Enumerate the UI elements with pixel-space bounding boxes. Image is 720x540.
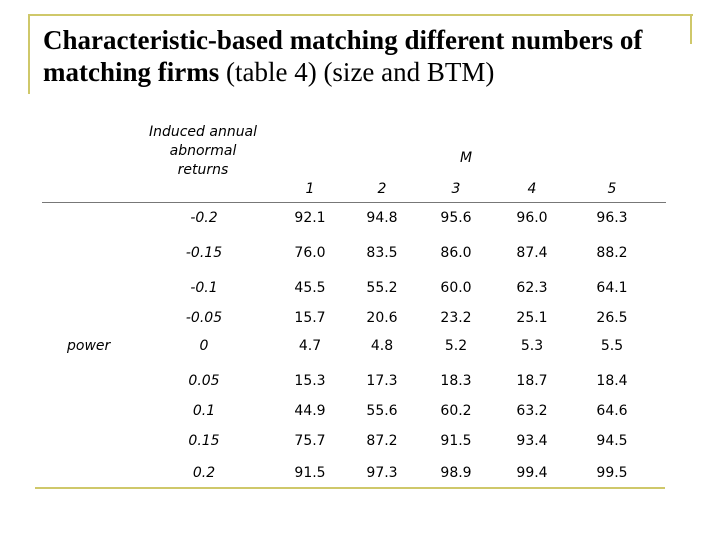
table-cell: 91.5 xyxy=(440,433,472,449)
column-header-m: 5 xyxy=(607,181,617,197)
table-cell: 63.2 xyxy=(516,403,548,419)
table-cell: 94.5 xyxy=(596,433,628,449)
table-cell: 99.5 xyxy=(596,465,628,481)
table-cell: 23.2 xyxy=(440,310,472,326)
table-cell: 94.8 xyxy=(366,210,398,226)
row-label: 0.05 xyxy=(188,373,220,389)
row-label: -0.1 xyxy=(190,280,218,296)
frame-top-line xyxy=(28,14,693,16)
table-cell: 86.0 xyxy=(440,245,472,261)
table-cell: 55.6 xyxy=(366,403,398,419)
table-cell: 55.2 xyxy=(366,280,398,296)
table-cell: 96.3 xyxy=(596,210,628,226)
header-returns: Induced annual abnormal returns xyxy=(148,124,258,178)
table-cell: 75.7 xyxy=(294,433,326,449)
row-label: 0.15 xyxy=(188,433,220,449)
table-cell: 17.3 xyxy=(366,373,398,389)
table-cell: 4.8 xyxy=(370,338,394,354)
column-header-m: 4 xyxy=(527,181,537,197)
table-cell: 18.7 xyxy=(516,373,548,389)
table-cell: 60.2 xyxy=(440,403,472,419)
table-cell: 26.5 xyxy=(596,310,628,326)
table-cell: 87.4 xyxy=(516,245,548,261)
row-label: 0.2 xyxy=(192,465,216,481)
column-header-m: 2 xyxy=(377,181,387,197)
table-cell: 25.1 xyxy=(516,310,548,326)
table-cell: 91.5 xyxy=(294,465,326,481)
frame-bottom-line xyxy=(35,487,665,489)
row-label: 0.1 xyxy=(192,403,216,419)
table-cell: 18.3 xyxy=(440,373,472,389)
table-cell: 99.4 xyxy=(516,465,548,481)
table-cell: 15.3 xyxy=(294,373,326,389)
table-cell: 45.5 xyxy=(294,280,326,296)
table-cell: 95.6 xyxy=(440,210,472,226)
table-cell: 44.9 xyxy=(294,403,326,419)
slide-title xyxy=(43,24,683,88)
row-label: -0.05 xyxy=(185,310,223,326)
table-cell: 15.7 xyxy=(294,310,326,326)
table-cell: 62.3 xyxy=(516,280,548,296)
table-cell: 64.6 xyxy=(596,403,628,419)
table-cell: 87.2 xyxy=(366,433,398,449)
table-cell: 20.6 xyxy=(366,310,398,326)
table-cell: 92.1 xyxy=(294,210,326,226)
header-rule xyxy=(42,202,666,203)
row-label: -0.15 xyxy=(185,245,223,261)
table-cell: 98.9 xyxy=(440,465,472,481)
table-cell: 5.5 xyxy=(600,338,624,354)
row-label: 0 xyxy=(199,338,209,354)
table-cell: 83.5 xyxy=(366,245,398,261)
table-cell: 64.1 xyxy=(596,280,628,296)
row-label: -0.2 xyxy=(190,210,218,226)
header-m: M xyxy=(460,150,473,166)
frame-left-line xyxy=(28,14,30,94)
column-header-m: 1 xyxy=(305,181,315,197)
power-label: power xyxy=(67,338,111,354)
table-cell: 93.4 xyxy=(516,433,548,449)
table-cell: 96.0 xyxy=(516,210,548,226)
title-regular-part: (table 4) (size and BTM) xyxy=(219,57,495,87)
table-cell: 60.0 xyxy=(440,280,472,296)
table-cell: 5.3 xyxy=(520,338,544,354)
table-cell: 5.2 xyxy=(444,338,468,354)
column-header-m: 3 xyxy=(451,181,461,197)
table-cell: 88.2 xyxy=(596,245,628,261)
table-cell: 97.3 xyxy=(366,465,398,481)
table-cell: 4.7 xyxy=(298,338,322,354)
table-cell: 76.0 xyxy=(294,245,326,261)
title-bold-part: Characteristic-based matching different numbers of matching firms xyxy=(43,25,643,87)
frame-right-line xyxy=(690,14,692,44)
table-cell: 18.4 xyxy=(596,373,628,389)
